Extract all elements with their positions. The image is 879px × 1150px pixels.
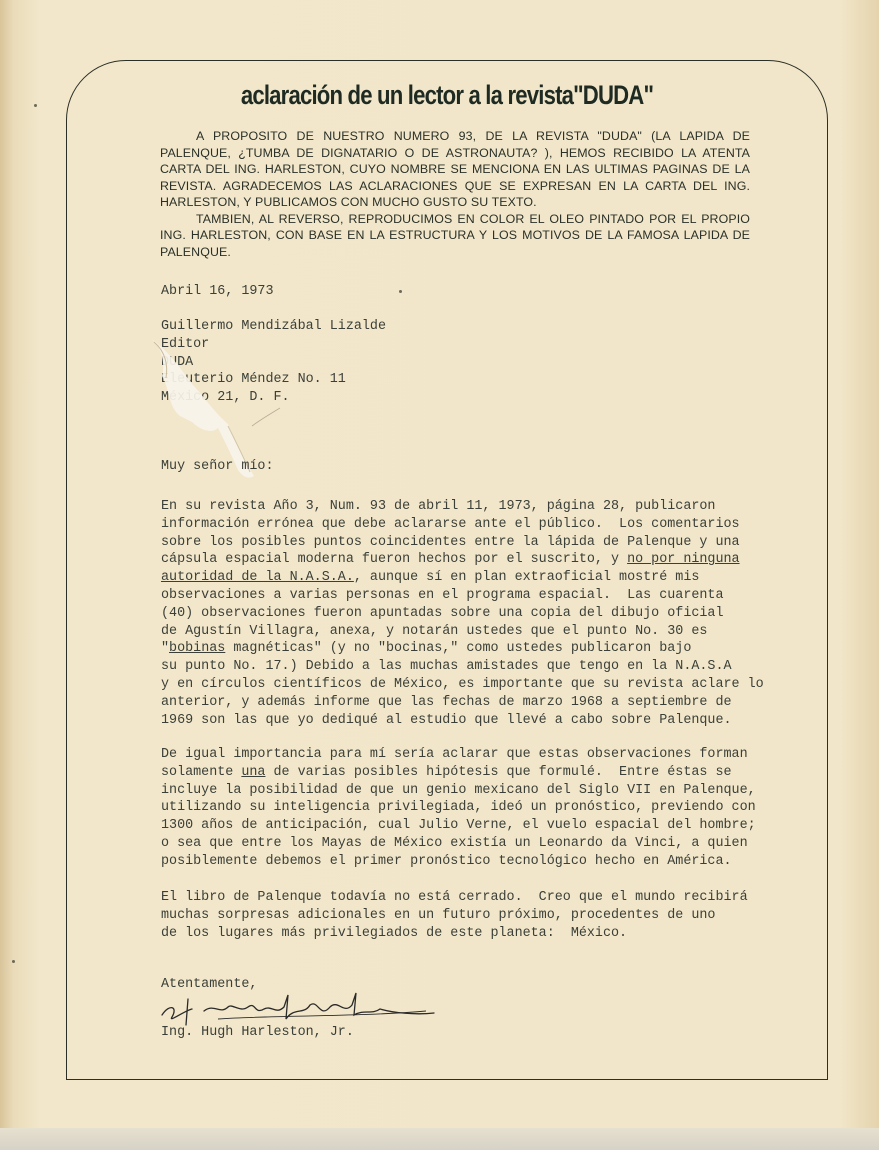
speck: [399, 290, 402, 293]
address-line: México 21, D. F.: [161, 390, 290, 406]
underlined-word: bobinas: [169, 641, 226, 657]
letter-paragraph-1: En su revista Año 3, Num. 93 de abril 11, 1973, página 28, publicaron información errónea que debe aclararse ante el público. Los comentarios sobre los posibles puntos coincidentes entre la lápida de Palenque y una cápsula espacial moderna fueron hechos por el suscrito, y no por ninguna autoridad de la N.A.S.A., aunque sí en plan extraoficial mostré mis observaciones a varias personas en el programa espacial. Las cuarenta (40) observaciones fueron apuntadas sobre una copia del dibujo oficial de Agustín Villagra, anexa, y notarán ustedes que el punto No. 30 es "bobinas magnéticas" (y no "bocinas," como ustedes publicaron bajo su punto No. 17.) Debido a las muchas amistades que tengo en la N.A.S.A y en círculos científicos de México, es importante que su revista aclare lo anterior, y además informe que las fechas de marzo 1968 a septiembre de 1969 son las que yo dediqué al estudio que llevé a cabo sobre Palenque.: [161, 499, 764, 728]
address-line: Editor: [161, 336, 210, 352]
editorial-intro: [160, 128, 750, 260]
address-line: Guillermo Mendizábal Lizalde: [161, 319, 386, 334]
address-line: Eleuterio Méndez No. 11: [161, 372, 346, 388]
salutation: Muy señor mío:: [161, 459, 274, 474]
underlined-word: una: [241, 764, 266, 780]
intro-paragraph-1: A PROPOSITO DE NUESTRO NUMERO 93, DE LA REVISTA "DUDA" (LA LAPIDA DE PALENQUE, ¿TUMBA DE DIGNATARIO O DE ASTRONAUTA? ), HEMOS RECIBIDO LA ATENTA CARTA DEL ING. HARLESTON, CUYO NOMBRE SE MENCIONA EN LAS ULTIMAS PAGINAS DE LA REVISTA. AGRADECEMOS LAS ACLARACIONES QUE SE EXPRESAN EN LA CARTA DEL ING. HARLESTON, Y PUBLICAMOS CON MUCHO GUSTO SU TEXTO.: [160, 129, 750, 209]
speck: [34, 104, 37, 107]
intro-paragraph-2: TAMBIEN, AL REVERSO, REPRODUCIMOS EN COLOR EL OLEO PINTADO POR EL PROPIO ING. HARLESTON, CON BASE EN LA ESTRUCTURA Y LOS MOTIVOS DE LA FAMOSA LAPIDA DE PALENQUE.: [160, 211, 750, 259]
letter-paragraph-3: El libro de Palenque todavía no está cerrado. Creo que el mundo recibirá muchas sorpresas adicionales en un futuro próximo, procedentes de uno de los lugares más privilegiados de este planeta: México.: [161, 890, 748, 941]
speck: [12, 960, 15, 963]
underlined-phrase: autoridad de la N.A.S.A.: [161, 570, 354, 586]
letter-paragraph-2: De igual importancia para mí sería aclarar que estas observaciones forman solamente una de varias posibles hipótesis que formulé. Entre éstas se incluye la posibilidad de que un genio mexicano del Siglo VII en Palenque, utilizando su inteligencia privilegiada, ideó un pronóstico, previendo con 1300 años de anticipación, cual Julio Verne, el vuelo espacial del hombre; o sea que entre los Mayas de México existía un Leonardo da Vinci, a quien posiblemente debemos el primer pronóstico tecnológico hecho en América.: [161, 747, 756, 869]
page-title: aclaración de un lector a la revista"DUDA": [240, 80, 654, 110]
page-bottom-strip: [0, 1128, 879, 1150]
letter-date: Abril 16, 1973: [161, 284, 274, 299]
closing: Atentamente,: [161, 977, 258, 992]
address-line: DUDA: [161, 354, 194, 370]
signer-name: Ing. Hugh Harleston, Jr.: [161, 1025, 354, 1040]
underlined-phrase: no por ninguna: [627, 552, 740, 568]
